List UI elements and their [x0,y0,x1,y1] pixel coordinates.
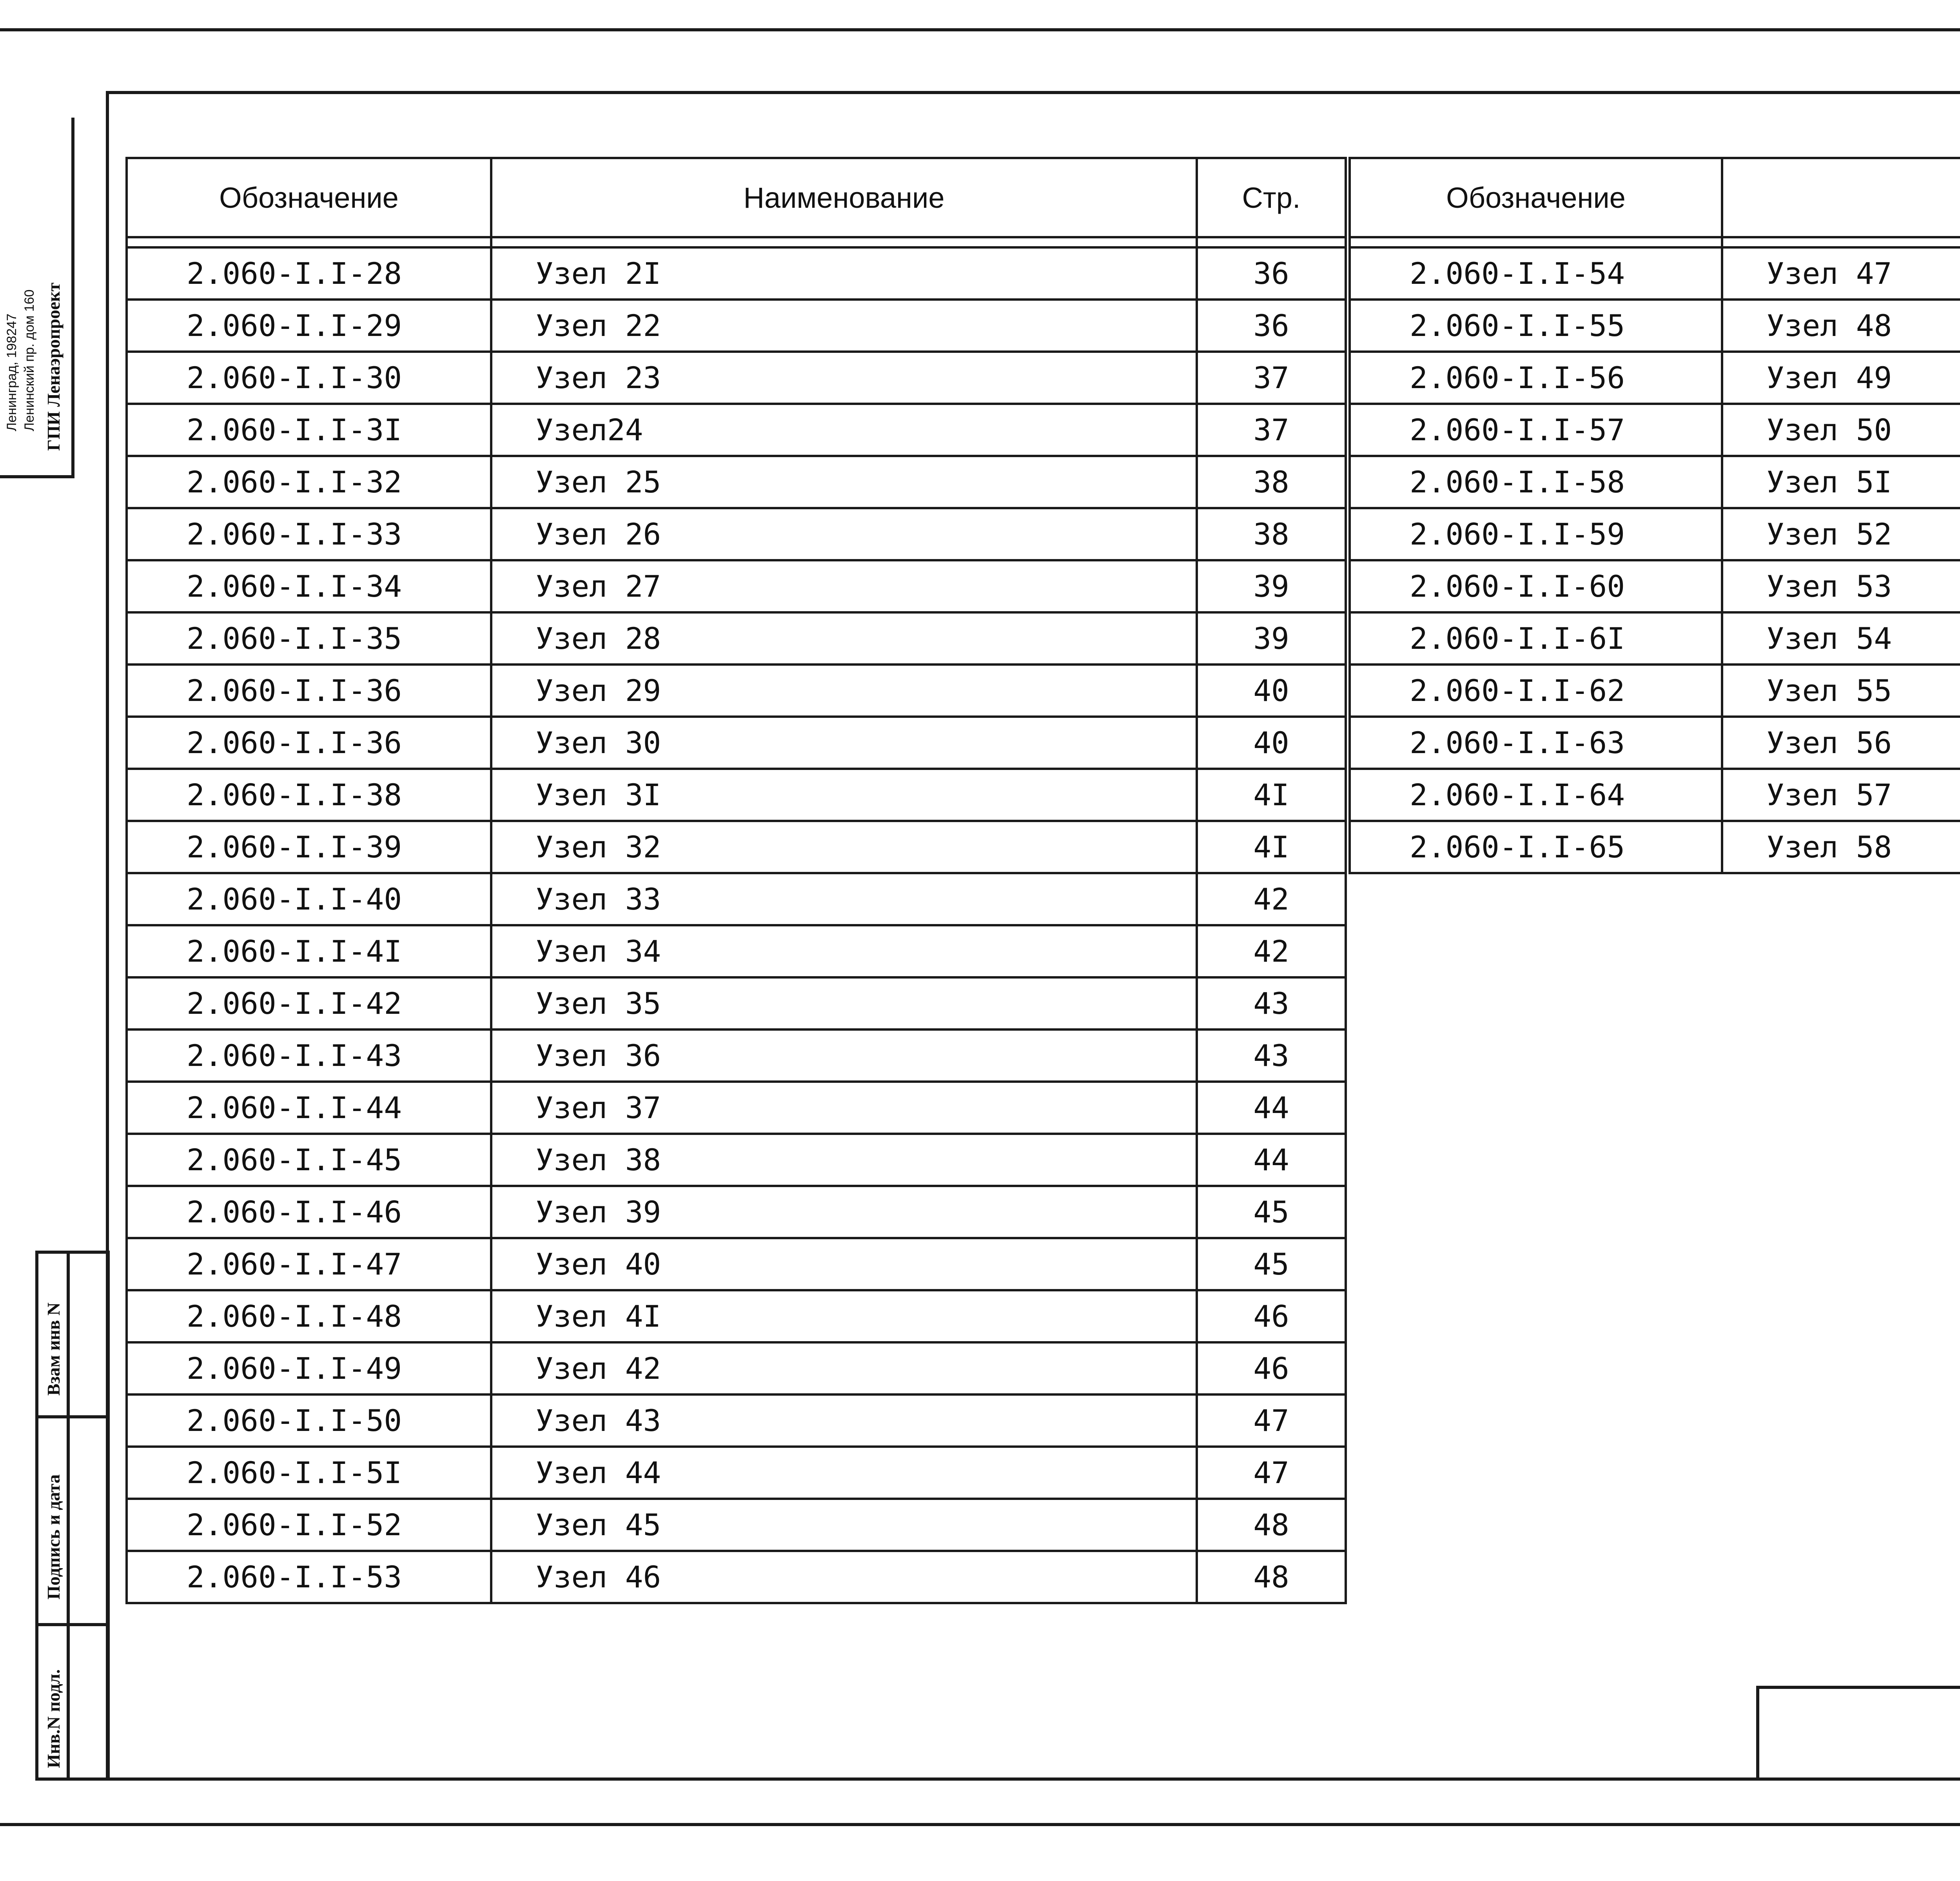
row-page: 37 [1197,404,1346,456]
stamp-line-1: Ленинград, 198247 [4,313,19,431]
row-designation: 2.060-I.I-46 [127,1186,491,1238]
side-field-vzam: Взам инв N [44,1302,64,1396]
row-designation: 2.060-I.I-54 [1350,247,1722,300]
row-page: 42 [1197,925,1346,977]
table-row [127,769,1346,821]
row-name: Узел 5I [1722,456,1960,508]
row-designation: 2.060-I.I-50 [127,1394,491,1447]
row-page: 43 [1197,1029,1346,1082]
row-name: Узел 4I [491,1290,1197,1342]
row-page: 36 [1197,300,1346,352]
table-row [127,1342,1346,1394]
table-row [127,1029,1346,1082]
row-designation: 2.060-I.I-57 [1350,404,1722,456]
table-row [127,1134,1346,1186]
row-name: Узел 25 [491,456,1197,508]
table-row [127,717,1346,769]
row-designation: 2.060-I.I-36 [127,717,491,769]
table-row [1350,612,1960,665]
row-name: Узел 45 [491,1499,1197,1551]
row-page: 43 [1197,977,1346,1029]
table-row [1350,508,1960,560]
row-designation: 2.060-I.I-42 [127,977,491,1029]
table-row [127,1238,1346,1290]
table-row [1350,456,1960,508]
row-page: 45 [1197,1238,1346,1290]
row-page: 36 [1197,247,1346,300]
row-name: Узел 2I [491,247,1197,300]
row-page: 45 [1197,1186,1346,1238]
row-name: Узел 58 [1722,821,1960,873]
left-table-header [127,158,1346,237]
right-table-body [1350,237,1960,873]
top-edge-line [0,28,1960,31]
row-designation: 2.060-I.I-36 [127,665,491,717]
left-spec-table [125,157,1347,1604]
row-name: Узел 43 [491,1394,1197,1447]
table-row [127,560,1346,612]
table-row [127,1499,1346,1551]
row-designation: 2.060-I.I-35 [127,612,491,665]
row-name: Узел 44 [491,1447,1197,1499]
row-page: 48 [1197,1551,1346,1603]
row-page: 39 [1197,612,1346,665]
row-designation: 2.060-I.I-55 [1350,300,1722,352]
row-designation: 2.060-I.I-28 [127,247,491,300]
left-table-body [127,237,1346,1603]
row-name: Узел 26 [491,508,1197,560]
header-gap [1350,237,1960,247]
table-row [127,1394,1346,1447]
row-designation: 2.060-I.I-47 [127,1238,491,1290]
row-designation: 2.060-I.I-59 [1350,508,1722,560]
side-fields-divider [67,1251,70,1781]
table-row [127,352,1346,404]
row-designation: 2.060-I.I-4I [127,925,491,977]
row-name: Узел 55 [1722,665,1960,717]
table-row [127,873,1346,925]
row-page: 46 [1197,1290,1346,1342]
table-row [1350,717,1960,769]
row-designation: 2.060-I.I-45 [127,1134,491,1186]
table-row [1350,769,1960,821]
table-row [1350,300,1960,352]
row-name: Узел 48 [1722,300,1960,352]
right-table-header [1350,158,1960,237]
row-designation: 2.060-I.I-48 [127,1290,491,1342]
row-name: Узел 39 [491,1186,1197,1238]
row-designation: 2.060-I.I-6I [1350,612,1722,665]
header-name: Наименование [491,158,1197,237]
title-block-doc-code [1760,1701,1960,1760]
row-designation: 2.060-I.I-65 [1350,821,1722,873]
table-row [127,612,1346,665]
table-row [127,925,1346,977]
row-name: Узел 35 [491,977,1197,1029]
table-row [1350,665,1960,717]
row-name: Узел 50 [1722,404,1960,456]
header-page: Стр. [1197,158,1346,237]
stamp-line-3: ГПИ Ленаэропроект [44,282,64,451]
table-row [127,456,1346,508]
row-page: 4I [1197,769,1346,821]
row-page: 46 [1197,1342,1346,1394]
row-page: 4I [1197,821,1346,873]
row-page: 37 [1197,352,1346,404]
row-name: Узел 22 [491,300,1197,352]
row-designation: 2.060-I.I-53 [127,1551,491,1603]
header-designation: Обозначение [1350,158,1722,237]
row-page: 39 [1197,560,1346,612]
row-page: 48 [1197,1499,1346,1551]
row-designation: 2.060-I.I-63 [1350,717,1722,769]
row-designation: 2.060-I.I-52 [127,1499,491,1551]
row-designation: 2.060-I.I-39 [127,821,491,873]
row-name: Узел 38 [491,1134,1197,1186]
row-designation: 2.060-I.I-56 [1350,352,1722,404]
table-row [127,404,1346,456]
row-name: Узел 30 [491,717,1197,769]
bottom-edge-line [0,1823,1960,1826]
row-name: Узел 28 [491,612,1197,665]
row-designation: 2.060-I.I-5I [127,1447,491,1499]
row-page: 38 [1197,456,1346,508]
row-name: Узел 37 [491,1082,1197,1134]
row-name: Узел 47 [1722,247,1960,300]
row-name: Узел 40 [491,1238,1197,1290]
side-field-podpis: Подпись и дата [44,1474,64,1600]
row-name: Узел 32 [491,821,1197,873]
row-designation: 2.060-I.I-44 [127,1082,491,1134]
table-row [127,1186,1346,1238]
row-designation: 2.060-I.I-64 [1350,769,1722,821]
side-field-inv: Инв.N подл. [44,1669,64,1768]
table-row [1350,352,1960,404]
row-name: Узел 33 [491,873,1197,925]
header-name [1722,158,1960,237]
row-page: 44 [1197,1082,1346,1134]
row-name: Узел 52 [1722,508,1960,560]
header-designation: Обозначение [127,158,491,237]
table-row [127,977,1346,1029]
row-name: Узел 53 [1722,560,1960,612]
row-designation: 2.060-I.I-32 [127,456,491,508]
stamp-line-2: Ленинский пр. дом 160 [22,289,37,431]
row-designation: 2.060-I.I-29 [127,300,491,352]
row-designation: 2.060-I.I-62 [1350,665,1722,717]
row-designation: 2.060-I.I-38 [127,769,491,821]
table-row [127,247,1346,300]
table-row [1350,821,1960,873]
row-name: Узел24 [491,404,1197,456]
row-name: Узел 56 [1722,717,1960,769]
row-designation: 2.060-I.I-30 [127,352,491,404]
table-row [1350,247,1960,300]
row-designation: 2.060-I.I-60 [1350,560,1722,612]
row-page: 42 [1197,873,1346,925]
row-designation: 2.060-I.I-3I [127,404,491,456]
row-name: Узел 42 [491,1342,1197,1394]
table-row [127,1290,1346,1342]
row-name: Узел 36 [491,1029,1197,1082]
row-name: Узел 57 [1722,769,1960,821]
right-spec-table [1348,157,1960,874]
header-gap [127,237,1346,247]
side-fields-sep-2 [35,1623,110,1626]
row-page: 47 [1197,1447,1346,1499]
table-row [127,1551,1346,1603]
table-row [127,508,1346,560]
row-page: 38 [1197,508,1346,560]
table-row [127,300,1346,352]
table-row [127,1082,1346,1134]
row-name: Узел 29 [491,665,1197,717]
table-row [127,821,1346,873]
row-name: Узел 34 [491,925,1197,977]
row-designation: 2.060-I.I-33 [127,508,491,560]
table-row [1350,560,1960,612]
row-designation: 2.060-I.I-58 [1350,456,1722,508]
table-row [1350,404,1960,456]
row-page: 47 [1197,1394,1346,1447]
row-designation: 2.060-I.I-43 [127,1029,491,1082]
row-name: Узел 49 [1722,352,1960,404]
row-designation: 2.060-I.I-49 [127,1342,491,1394]
row-name: Узел 3I [491,769,1197,821]
row-page: 40 [1197,665,1346,717]
table-row [127,665,1346,717]
row-page: 44 [1197,1134,1346,1186]
row-designation: 2.060-I.I-40 [127,873,491,925]
row-designation: 2.060-I.I-34 [127,560,491,612]
table-row [127,1447,1346,1499]
side-fields-sep-1 [35,1415,110,1418]
row-name: Узел 27 [491,560,1197,612]
row-page: 40 [1197,717,1346,769]
row-name: Узел 54 [1722,612,1960,665]
row-name: Узел 23 [491,352,1197,404]
row-name: Узел 46 [491,1551,1197,1603]
